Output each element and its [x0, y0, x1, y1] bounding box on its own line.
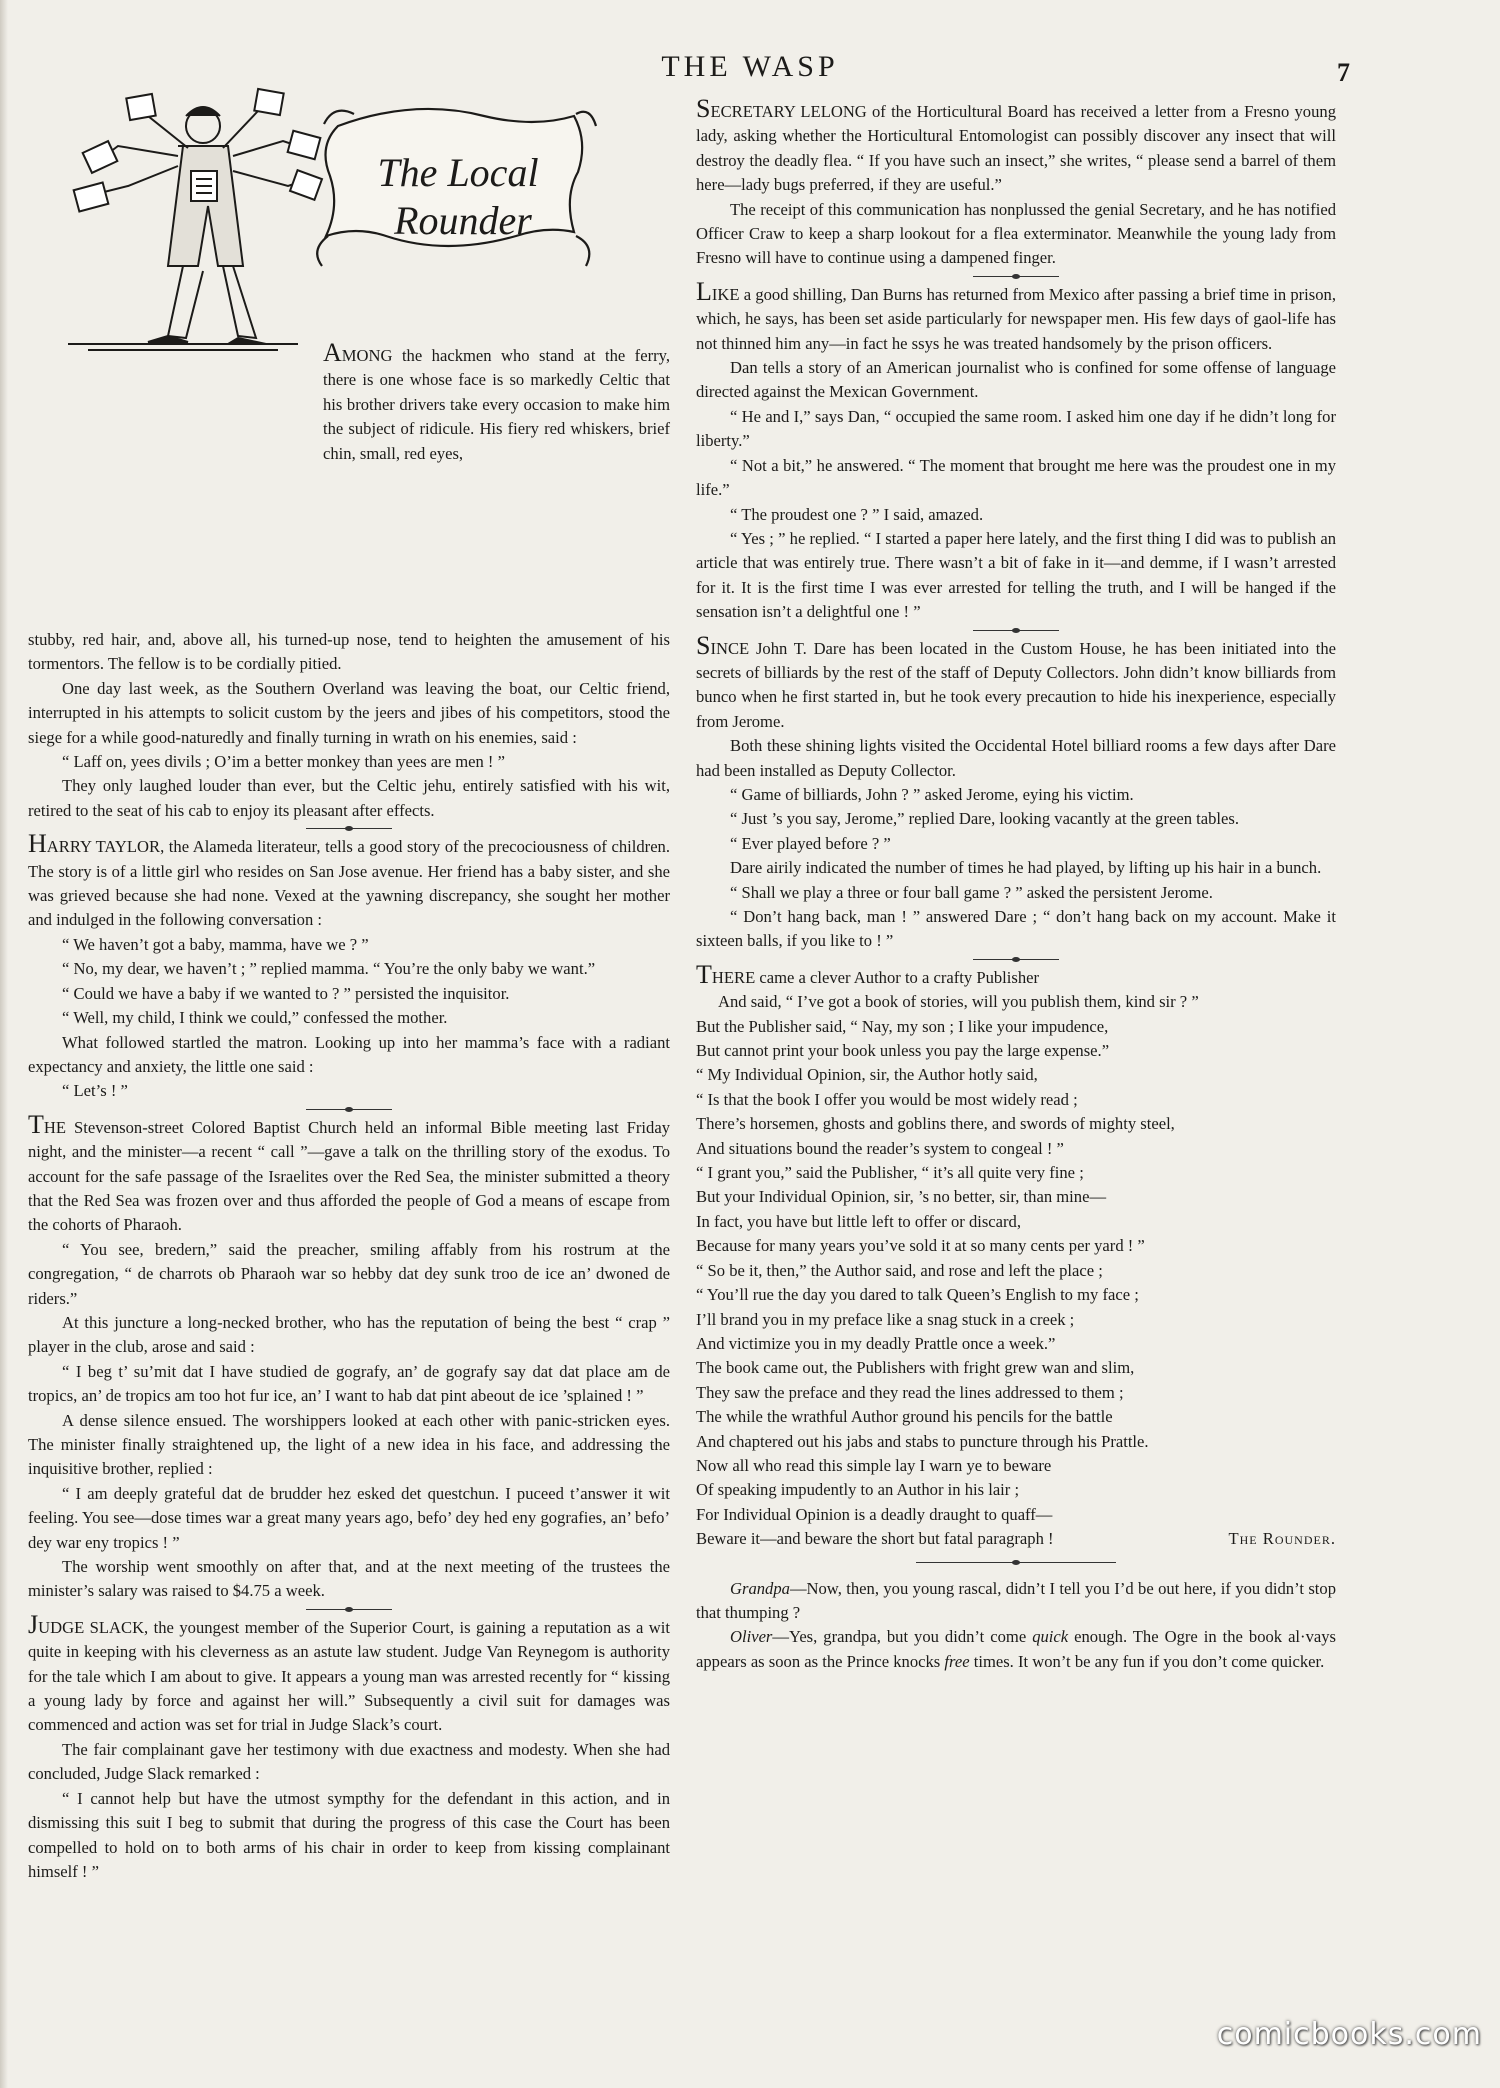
church-line: “ I am deeply grateful dat de brudder hez esked det questchun. I puceed t’answer it wit feeling. You see—dose times war a great many years ago, befo’ dey hed eny gografies, an’ befo’ dey war eny tropics ! ” — [28, 1483, 670, 1552]
rounder-illustration — [28, 86, 670, 354]
poem-line: Now all who read this simple lay I warn ye to beware — [696, 1455, 1052, 1475]
judge-line: The fair complainant gave her testimony with due exactness and modesty. When she had concluded, Judge Slack remarked : — [28, 1739, 670, 1784]
left-column — [28, 86, 670, 1884]
oliver-line — [696, 1625, 1336, 1674]
church-paragraph — [28, 1109, 670, 1238]
dialogue-line: “ No, my dear, we haven’t ; ” replied mamma. “ You’re the only baby we want.” — [62, 959, 596, 979]
section-divider — [973, 630, 1059, 631]
dare-text: INCE John T. Dare has been located in the Custom House, he has been initiated into the secrets of billiards by the rest of the staff of Deputy Collectors. John didn’t know billiards from bunco when he first started in, but he took every precaution to hide his inexperience, especially from Jerome. — [696, 638, 1336, 731]
section-divider — [306, 828, 392, 829]
dare-line: Dare airily indicated the number of times he had played, by lifting up his hair in a bunch. — [730, 858, 1322, 878]
burns-line: “ Not a bit,” he answered. “ The moment that brought me here was the proudest one in my life.” — [696, 455, 1336, 500]
dialogue-line: “ We haven’t got a baby, mamma, have we ? ” — [62, 934, 369, 954]
poem-line: The while the wrathful Author ground his pencils for the battle — [696, 1407, 1113, 1427]
judge-line: “ I cannot help but have the utmost sympthy for the defendant in this action, and in dismissing this suit I beg to submit that during the progress of this case the Court has been compelled to hold on to both arms of his chair in order to keep from kissing complainant himself ! ” — [28, 1788, 670, 1881]
dialogue-line: “ Well, my child, I think we could,” confessed the mother. — [62, 1008, 448, 1028]
section-divider — [306, 1109, 392, 1110]
dare-paragraph — [696, 630, 1336, 735]
oliver-text-2: enough. The Ogre in the book al·vays appears as soon as the Prince knocks — [696, 1627, 1336, 1671]
masthead: THE WASP — [661, 50, 839, 83]
ferry-story-quote: “ Laff on, yees divils ; O’im a better monkey than yees are men ! ” — [62, 752, 505, 772]
poem-line: And victimize you in my deadly Prattle once a week.” — [696, 1333, 1056, 1353]
poem-line: And chaptered out his jabs and stabs to puncture through his Prattle. — [696, 1431, 1149, 1451]
oliver-emphasis-2: free — [944, 1651, 970, 1671]
dropcap-t2: T — [696, 959, 712, 989]
dropcap-s2: S — [696, 630, 711, 660]
poem-line: And situations bound the reader’s system to congeal ! ” — [696, 1138, 1064, 1158]
right-column — [696, 94, 1336, 1674]
header-illustration — [28, 86, 670, 354]
watermark: comicbooks.com — [1216, 2017, 1482, 2052]
art-title-line2: Rounder — [394, 198, 532, 243]
scan-edge — [0, 0, 8, 2088]
poem-line: “ My Individual Opinion, sir, the Author hotly said, — [696, 1065, 1038, 1085]
poem-line: “ So be it, then,” the Author said, and rose and left the place ; — [696, 1260, 1103, 1280]
church-line: A dense silence ensued. The worshippers looked at each other with panic-stricken eyes. The minister finally straightened up, the light of a new idea in his face, and addressing the inquisitive brother, replied : — [28, 1410, 670, 1479]
dropcap-j: J — [28, 1609, 39, 1639]
poem-line: Of speaking impudently to an Author in his lair ; — [696, 1480, 1020, 1500]
intro-continued: stubby, red hair, and, above all, his turned-up nose, tend to heighten the amusement of his tormentors. The fellow is to be cordially pitied. — [28, 630, 670, 674]
dialogue-line: “ Let’s ! ” — [62, 1081, 128, 1101]
oliver-text-1: —Yes, grandpa, but you didn’t come — [772, 1627, 1033, 1647]
church-line: “ You see, bredern,” said the preacher, smiling affably from his rostrum at the congregation, “ de charrots ob Pharaoh war so hebby dat dey sunk troo de ice an’ dwoned de riders.” — [28, 1239, 670, 1308]
burns-line: “ Yes ; ” he replied. “ I started a paper here lately, and the first thing I did was to publish an article that was entirely true. There wasn’t a bit of fake in it—and demme, if I wasn’t arrested for it. It is the first time I was ever arrested for telling the truth, and I will be hanged if the sensation isn’t a delightful one ! ” — [696, 528, 1336, 622]
intro-paragraph — [323, 338, 670, 466]
dare-line: “ Shall we play a three or four ball game ? ” asked the persistent Jerome. — [730, 882, 1213, 902]
poem-line: In fact, you have but little left to offer or discard, — [696, 1211, 1022, 1231]
dialogue-line: “ Could we have a baby if we wanted to ? ” persisted the inquisitor. — [62, 983, 510, 1003]
intro-text: MONG the hackmen who stand at the ferry, there is one whose face is so markedly Celtic that his brother drivers take every occasion to make him the subject of ridicule. His fiery red whiskers, brief chin, small, red eyes, — [323, 346, 670, 463]
dropcap-l: L — [696, 276, 712, 306]
harry-taylor-paragraph — [28, 829, 670, 933]
burns-line: “ The proudest one ? ” I said, amazed. — [730, 504, 984, 524]
section-divider — [973, 959, 1059, 960]
poem-line: I’ll brand you in my preface like a snag stuck in a creek ; — [696, 1309, 1075, 1329]
secretary-paragraph — [696, 94, 1336, 198]
judge-paragraph — [28, 1609, 670, 1738]
art-title-line1: The Local — [377, 150, 539, 195]
poem-line: “ Is that the book I offer you would be most widely read ; — [696, 1089, 1078, 1109]
church-text: HE Stevenson-street Colored Baptist Church held an informal Bible meeting last Friday night, and the minister—a recent “ call ”—gave a talk on the thrilling story of the exodus. To account for the safe passage of the Israelites over the Red Sea, the minister submitted a theory that the Red Sea was frozen over and thus afforded the people of God a means of escape from the cohorts of Pharaoh. — [28, 1117, 670, 1235]
dropcap-a: A — [323, 338, 342, 367]
dropcap-s: S — [696, 94, 711, 123]
poem-line: But the Publisher said, “ Nay, my son ; I like your impudence, — [696, 1016, 1109, 1036]
dropcap-t: T — [28, 1109, 44, 1139]
poem-line: And said, “ I’ve got a book of stories, will you publish them, kind sir ? ” — [718, 992, 1199, 1012]
poem-line: But cannot print your book unless you pay the large expense.” — [696, 1041, 1110, 1061]
poem — [696, 959, 1336, 1552]
burns-line: “ He and I,” says Dan, “ occupied the same room. I asked him one day if he didn’t long for liberty.” — [696, 406, 1336, 451]
poem-line: But your Individual Opinion, sir, ’s no better, sir, than mine— — [696, 1187, 1107, 1207]
section-divider — [306, 1609, 392, 1610]
poem-line: “ You’ll rue the day you dared to talk Queen’s English to my face ; — [696, 1285, 1139, 1305]
dare-line: “ Game of billiards, John ? ” asked Jerome, eying his victim. — [730, 784, 1134, 804]
burns-text: IKE a good shilling, Dan Burns has returned from Mexico after passing a brief time in prison, which, he says, has been set aside particularly for newspaper men. His few days of gaol-life has not thinned him any—in fact he ssys he was treated handsomely by the prison officers. — [696, 284, 1336, 353]
secretary-line: The receipt of this communication has nonplussed the genial Secretary, and he has notified Officer Craw to keep a sharp lookout for a flea exterminator. Meanwhile the young lady from Fresno will have to continue using a dampened finger. — [696, 199, 1336, 268]
ferry-story-p1: One day last week, as the Southern Overland was leaving the boat, our Celtic friend, interrupted in his attempts to solicit custom by the jeers and jibes of his competitors, stood the siege for a while good-naturedly and finally turning in wrath on his enemies, said : — [28, 678, 670, 747]
section-divider — [973, 276, 1059, 277]
church-line: At this juncture a long-necked brother, who has the reputation of being the best “ crap ” player in the club, arose and said : — [28, 1312, 670, 1357]
speaker-oliver: Oliver — [730, 1627, 773, 1647]
speaker-grandpa: Grandpa — [730, 1578, 790, 1598]
poem-line: They saw the preface and they read the lines addressed to them ; — [696, 1382, 1124, 1402]
grandpa-text: —Now, then, you young rascal, didn’t I tell you I’d be out here, if you didn’t stop that thumping ? — [696, 1578, 1336, 1622]
secretary-text: ECRETARY LELONG of the Horticultural Board has received a letter from a Fresno young lady, asking whether the Horticultural Entomologist can possibly discover any insect that will destroy the deadly flea. “ If you have such an insect,” she writes, “ please send a barrel of them here—lady bugs preferred, if they are useful.” — [696, 102, 1336, 195]
dare-line: “ Just ’s you say, Jerome,” replied Dare, looking vacantly at the green tables. — [730, 809, 1240, 829]
church-line: The worship went smoothly on after that, and at the next meeting of the trustees the minister’s salary was raised to $4.75 a week. — [28, 1557, 670, 1601]
grandpa-line — [696, 1577, 1336, 1626]
ferry-story-p3: They only laughed louder than ever, but the Celtic jehu, entirely satisfied with his wit, retired to the seat of his cab to enjoy its pleasant after effects. — [28, 776, 670, 820]
dare-line: Both these shining lights visited the Occidental Hotel billiard rooms a few days after Dare had been installed as Deputy Collector. — [696, 736, 1336, 780]
harry-text: ARRY TAYLOR, the Alameda literateur, tells a good story of the precociousness of children. The story is of a little girl who resides on San Jose avenue. Her friend has a baby sister, and she was grieved because she had none. Vexed at the yawning discrepancy, she sought her mother and indulged in the following conversation : — [28, 837, 670, 930]
oliver-text-3: times. It won’t be any fun if you don’t come quicker. — [969, 1651, 1325, 1671]
poem-line: The book came out, the Publishers with fright grew wan and slim, — [696, 1358, 1135, 1378]
dropcap-h: H — [28, 829, 47, 859]
poem-line: There’s horsemen, ghosts and goblins there, and swords of mighty steel, — [696, 1114, 1175, 1134]
dare-line: “ Ever played before ? ” — [730, 833, 891, 853]
signature: The Rounder. — [1228, 1529, 1336, 1549]
dare-line: “ Don’t hang back, man ! ” answered Dare ; “ don’t hang back on my account. Make it sixteen balls, if you like to ! ” — [696, 907, 1336, 951]
poem-line: HERE came a clever Author to a crafty Publisher — [711, 967, 1040, 987]
dialogue-line: What followed startled the matron. Looking up into her mamma’s face with a radiant expectancy and anxiety, the little one said : — [28, 1032, 670, 1076]
burns-paragraph — [696, 276, 1336, 356]
burns-line: Dan tells a story of an American journalist who is confined for some offense of language directed against the Mexican Government. — [696, 358, 1336, 402]
oliver-emphasis-1: quick — [1032, 1627, 1069, 1647]
page-number: 7 — [1337, 58, 1350, 87]
church-line: “ I beg t’ su’mit dat I have studied de gografy, an’ de gografy say dat dat place am de tropics, an’ de tropics am too hot fur ice, an’ I want to hab dat pint abeout de ice ’splained ! ” — [28, 1361, 670, 1406]
poem-line: Beware it—and beware the short but fatal paragraph ! — [696, 1529, 1054, 1549]
section-divider — [916, 1562, 1116, 1563]
poem-line: “ I grant you,” said the Publisher, “ it’s all quite very fine ; — [696, 1163, 1084, 1183]
judge-text: UDGE SLACK, the youngest member of the Superior Court, is gaining a reputation as a wit quite in keeping with his cleverness as an astute law student. Judge Van Reynegom is authority for the tale which I am about to give. It appears a young man was arrested recently for “ kissing a young lady by force and against her will.” Subsequently a civil suit for damages was commenced and action was set for trial in Judge Slack’s court. — [28, 1617, 670, 1735]
poem-line: For Individual Opinion is a deadly draught to quaff— — [696, 1504, 1053, 1524]
poem-line: Because for many years you’ve sold it at so many cents per yard ! ” — [696, 1236, 1145, 1256]
